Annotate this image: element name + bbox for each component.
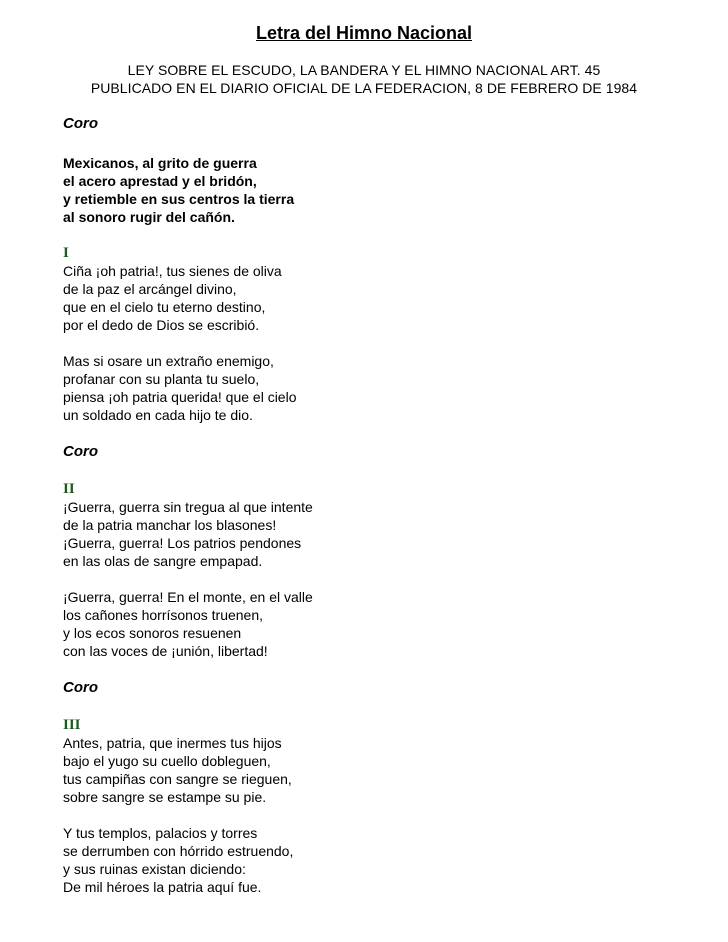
stanza-numeral-3: III [63,717,81,733]
verse-line: de la patria manchar los blasones! [63,517,277,533]
verse-line: en las olas de sangre empapad. [63,553,263,569]
verse-line: con las voces de ¡unión, libertad! [63,643,268,659]
stanza-2-verse-2 [63,588,683,660]
verse-line: bajo el yugo su cuello dobleguen, [63,753,271,769]
document-subtitle-law: LEY SOBRE EL ESCUDO, LA BANDERA Y EL HIMNO NACIONAL ART. 45 [127,62,601,78]
document-subtitle-publication: PUBLICADO EN EL DIARIO OFICIAL DE LA FEDERACION, 8 DE FEBRERO DE 1984 [90,80,638,96]
verse-line: y los ecos sonoros resuenen [63,625,242,641]
stanza-numeral-2: II [63,481,75,497]
verse-line: que en el cielo tu eterno destino, [63,299,266,315]
verse-line: un soldado en cada hijo te dio. [63,407,253,423]
verse-line: piensa ¡oh patria querida! que el cielo [63,389,297,405]
verse-line: profanar con su planta tu suelo, [63,371,260,387]
verse-line: sobre sangre se estampe su pie. [63,789,267,805]
stanza-3-verse-2 [63,824,683,896]
stanza-1-verse-1 [63,262,683,334]
chorus-heading: Coro [63,115,98,132]
stanza-numeral-1: I [63,245,69,261]
verse-line: el acero aprestad y el bridón, [63,173,257,189]
stanza-2-verse-1 [63,498,683,570]
verse-line: Ciña ¡oh patria!, tus sienes de oliva [63,263,282,279]
document-title: Letra del Himno Nacional [255,23,473,43]
verse-line: Antes, patria, que inermes tus hijos [63,735,282,751]
stanza-3-verse-1 [63,734,683,806]
verse-line: Y tus templos, palacios y torres [63,825,258,841]
chorus-verse [63,154,683,226]
verse-line: ¡Guerra, guerra! Los patrios pendones [63,535,302,551]
verse-line: por el dedo de Dios se escribió. [63,317,260,333]
verse-line: ¡Guerra, guerra! En el monte, en el valle [63,589,313,605]
verse-line: De mil héroes la patria aquí fue. [63,879,262,895]
verse-line: ¡Guerra, guerra sin tregua al que intente [63,499,313,515]
verse-line: se derrumben con hórrido estruendo, [63,843,294,859]
verse-line: y sus ruinas existan diciendo: [63,861,246,877]
stanza-1-verse-2 [63,352,683,424]
verse-line: y retiemble en sus centros la tierra [63,191,295,207]
chorus-heading: Coro [63,443,98,460]
chorus-heading: Coro [63,679,98,696]
verse-line: tus campiñas con sangre se rieguen, [63,771,292,787]
anthem-lyrics [63,114,683,896]
verse-line: de la paz el arcángel divino, [63,281,237,297]
verse-line: los cañones horrísonos truenen, [63,607,264,623]
verse-line: Mas si osare un extraño enemigo, [63,353,274,369]
verse-line: al sonoro rugir del cañón. [63,209,235,225]
verse-line: Mexicanos, al grito de guerra [63,155,257,171]
